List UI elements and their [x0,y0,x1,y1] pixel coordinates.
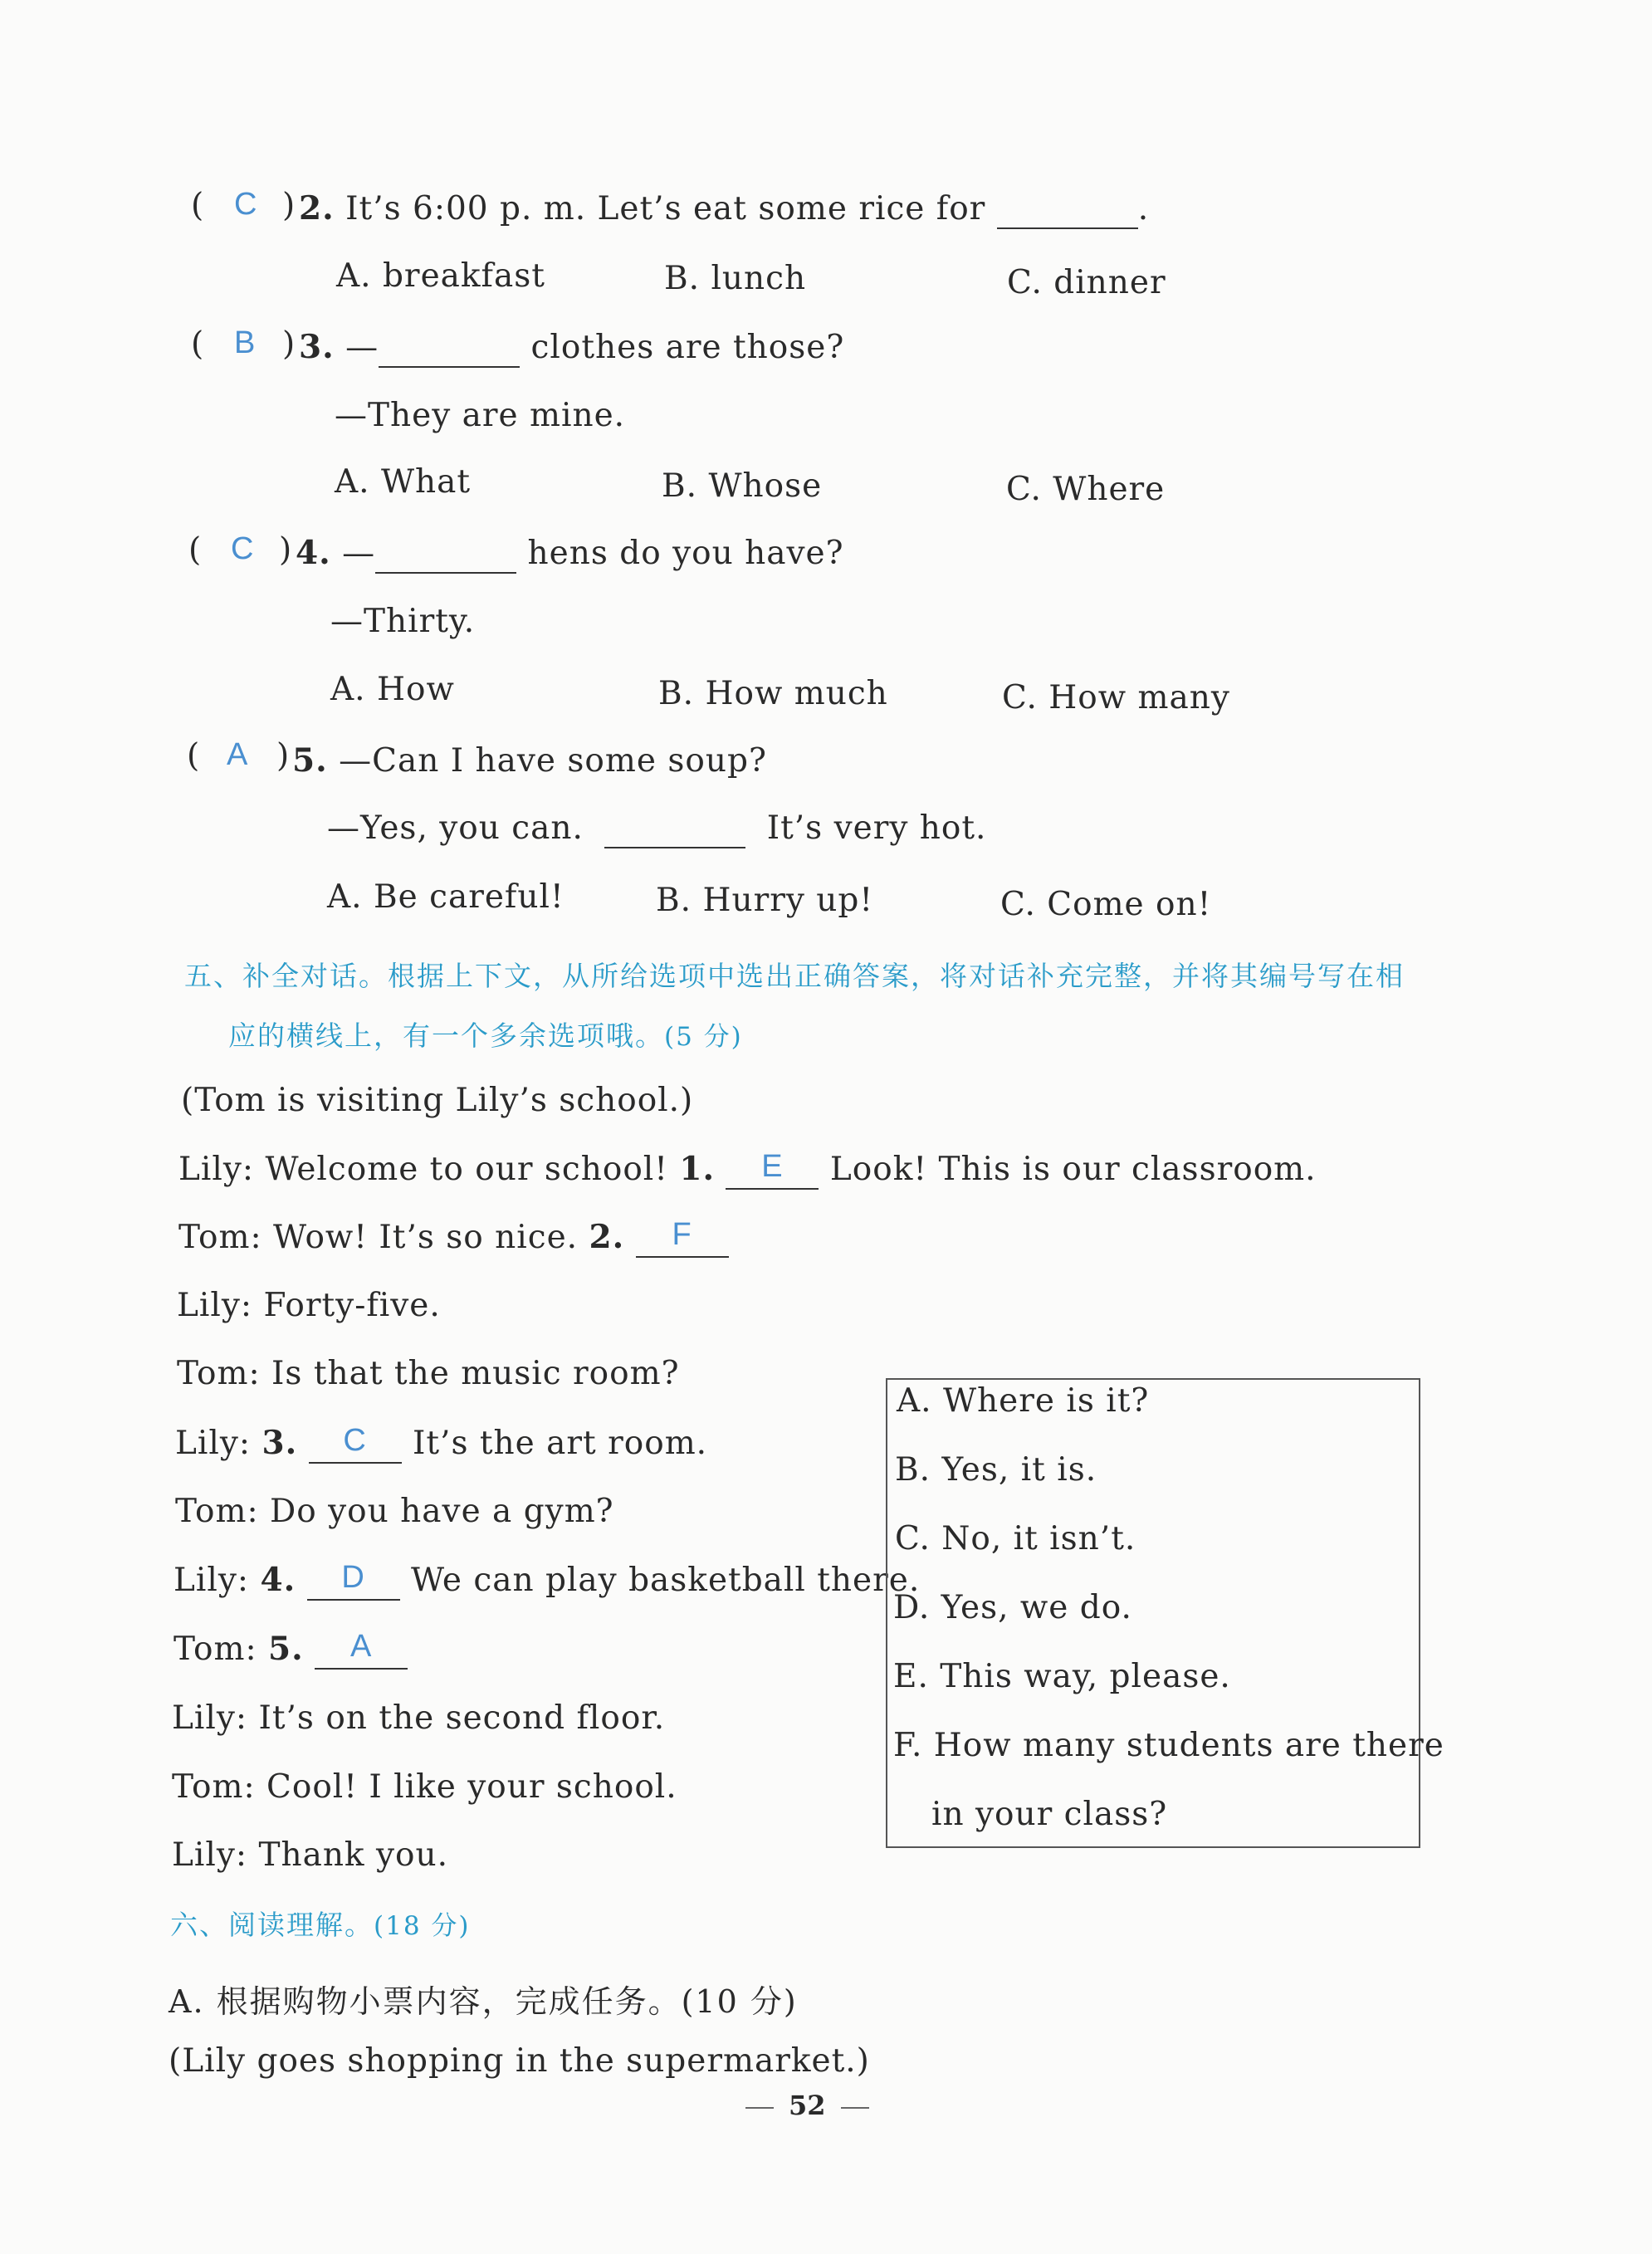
option-b: B. Hurry up! [656,882,874,919]
speaker: Tom: [175,1493,259,1530]
answer-blank-1 [726,1151,819,1190]
answer-5: A [349,1629,373,1664]
section-5-title-line2 [228,1015,743,1054]
question-number: 2. [299,189,335,227]
page-dash-right [841,2107,869,2109]
blank-number: 1. [679,1150,716,1188]
question-reply [327,809,986,848]
question-reply: —They are mine. [335,397,626,434]
question-reply: —Thirty. [330,603,476,640]
dialog-line-9 [172,1699,665,1737]
answer-blank [375,535,516,574]
option-c: C. dinner [1007,264,1166,301]
speaker: Lily: [172,1699,248,1737]
reply-text-end: It’s very hot. [766,809,987,847]
section-title-text: 六、阅读理解。 [170,1909,374,1941]
section-score: (5 分) [664,1022,743,1052]
reading-intro: (Lily goes shopping in the supermarket.) [169,2042,870,2080]
blank-number: 5. [268,1630,304,1668]
question-stem: clothes are those? [530,329,845,366]
answer-4: D [341,1560,365,1595]
speaker: Lily: [172,1836,248,1874]
speaker: Lily: [175,1425,252,1462]
answer-bracket-close-q3: ) [282,325,296,363]
answer-blank-3 [309,1425,402,1464]
question-stem: It’s 6:00 p. m. Let’s eat some rice for [345,190,986,227]
dialog-text: Cool! I like your school. [266,1768,677,1806]
option-a: A. What [335,463,472,501]
speaker: Tom: [177,1355,261,1392]
section-title-text: 应的横线上，有一个多余选项哦。 [228,1019,664,1052]
speaker: Lily: [174,1562,250,1599]
question-5 [292,741,767,780]
blank-number: 2. [589,1218,625,1256]
page-number [731,2090,884,2121]
dialog-text: It’s on the second floor. [258,1699,666,1737]
dialog-text-end: We can play basketball there. [410,1562,921,1599]
choice-e: E. This way, please. [893,1658,1231,1695]
dialog-line-3 [177,1287,441,1324]
option-c: C. Where [1006,471,1166,508]
dialog-line-7 [174,1561,920,1601]
blank-number: 4. [260,1561,296,1599]
question-stem: hens do you have? [527,535,844,572]
answer-blank [604,809,745,848]
question-number: 3. [299,328,335,366]
option-a: A. Be careful! [327,878,565,916]
answer-q2: C [234,187,257,222]
answer-blank-5 [315,1631,408,1670]
question-number: 4. [296,534,331,572]
answer-q4: C [231,531,254,566]
section-score: (18 分) [374,1911,471,1941]
choice-d: D. Yes, we do. [893,1589,1132,1626]
dialog-dash: — [345,329,379,366]
reply-text: —Yes, you can. [327,809,584,847]
choice-f: F. How many students are there [893,1727,1444,1764]
dialog-dash: — [342,535,376,572]
answer-bracket-q2: ( [191,187,204,224]
choice-f-cont: in your class? [931,1796,1168,1833]
speaker: Lily: [177,1287,253,1324]
answer-3: C [343,1423,367,1458]
speaker: Tom: [178,1219,262,1256]
section-5-title-line1: 五、补全对话。根据上下文，从所给选项中选出正确答案，将对话补充完整，并将其编号写在相 [184,960,1405,992]
dialog-line-11 [172,1836,448,1874]
answer-q3: B [234,325,256,360]
dialog-line-10 [172,1768,677,1806]
answer-1: E [761,1149,784,1184]
speaker: Lily: [178,1151,255,1188]
page-dash-left [745,2107,774,2109]
dialog-text: Do you have a gym? [270,1493,614,1530]
answer-bracket-q3: ( [191,325,204,363]
option-c: C. How many [1002,679,1230,716]
dialog-line-2 [178,1218,729,1258]
choice-b: B. Yes, it is. [895,1451,1097,1489]
option-b: B. How much [658,675,888,712]
answer-bracket-close-q4: ) [279,531,292,569]
option-c: C. Come on! [1000,886,1212,923]
speaker: Tom: [172,1768,256,1806]
answer-bracket-close-q2: ) [282,187,296,224]
option-b: B. lunch [664,260,807,297]
dialog-text-end: Look! This is our classroom. [829,1151,1317,1188]
dialog-intro: (Tom is visiting Lily’s school.) [181,1082,694,1119]
page-number-text: 52 [789,2090,826,2121]
answer-blank [997,190,1138,229]
blank-number: 3. [261,1424,298,1462]
dialog-line-1 [178,1150,1317,1190]
option-b: B. Whose [662,467,823,505]
question-2 [299,189,1149,229]
dialog-text: Thank you. [258,1836,448,1874]
answer-blank [379,329,520,368]
dialog-line-4 [177,1355,680,1392]
choice-a: A. Where is it? [897,1382,1150,1420]
answer-q5: A [227,737,248,772]
dialog-line-6 [175,1493,614,1530]
speaker: Tom: [174,1631,257,1668]
answer-blank-2 [636,1219,729,1258]
question-number: 5. [292,741,328,780]
answer-bracket-q5: ( [187,737,200,775]
answer-2: F [672,1217,692,1252]
part-a-heading: A. 根据购物小票内容，完成任务。(10 分) [169,1983,798,2020]
dialog-text: Wow! It’s so nice. [273,1219,579,1256]
question-3 [299,328,844,368]
answer-bracket-q4: ( [188,531,202,569]
answer-bracket-close-q5: ) [276,737,290,775]
dialog-text: Is that the music room? [271,1355,680,1392]
dialog-text-end: It’s the art room. [412,1425,708,1462]
dialog-text: Welcome to our school! [265,1151,668,1188]
question-stem-end: . [1137,190,1150,227]
dialog-line-8 [174,1630,408,1670]
dialog-line-5 [175,1424,707,1464]
answer-blank-4 [307,1562,400,1601]
question-stem: —Can I have some soup? [339,742,767,780]
section-6-title [170,1904,471,1943]
question-4 [296,534,844,574]
option-a: A. breakfast [336,257,545,295]
dialog-text: Forty-five. [263,1287,441,1324]
choice-c: C. No, it isn’t. [895,1520,1136,1557]
option-a: A. How [330,671,455,708]
